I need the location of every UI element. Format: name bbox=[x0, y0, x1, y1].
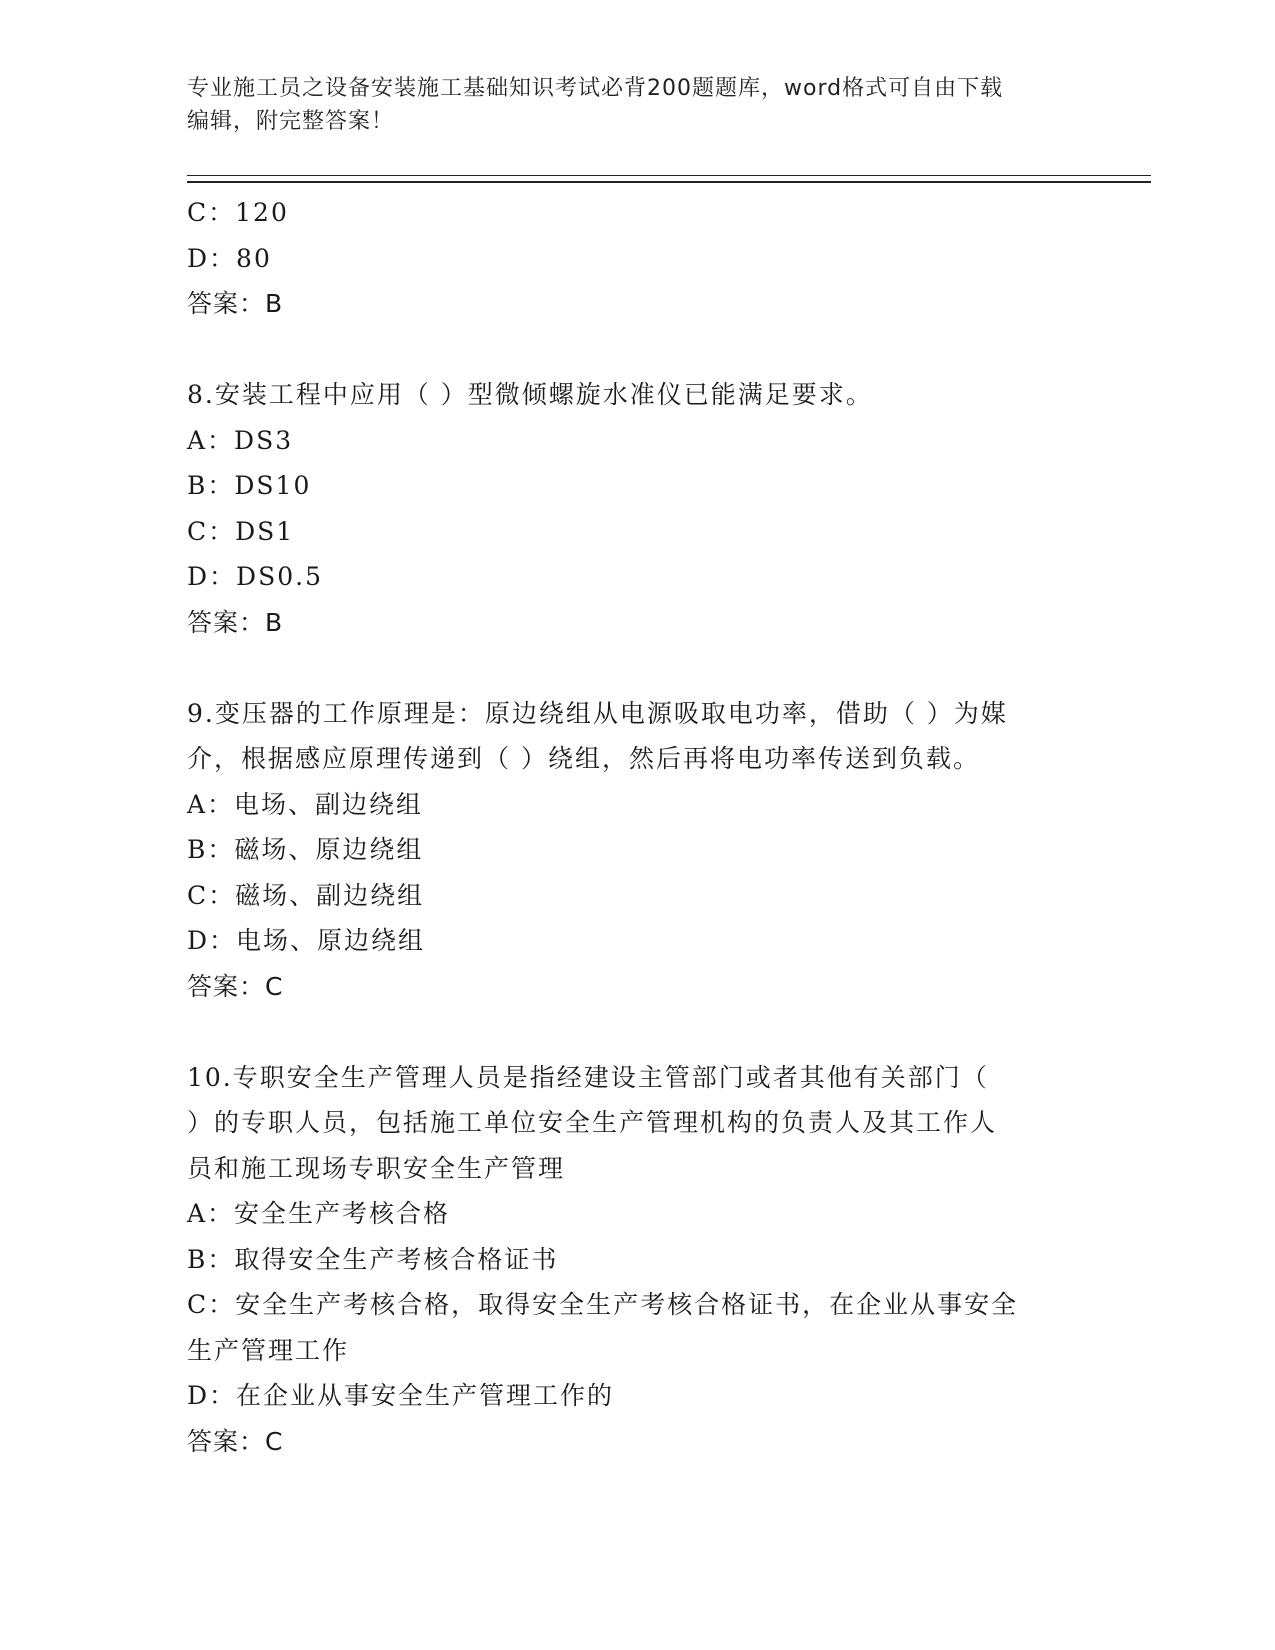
option-c: C：磁场、副边绕组 bbox=[187, 880, 425, 910]
answer: 答案：C bbox=[187, 1426, 284, 1456]
option-d: D：电场、原边绕组 bbox=[187, 926, 426, 955]
option-c: C：120 bbox=[187, 198, 289, 227]
header-title-line2: 编辑，附完整答案！ bbox=[187, 109, 395, 134]
question-8 bbox=[187, 372, 1087, 645]
answer: 答案：C bbox=[187, 971, 284, 1001]
spacer bbox=[187, 645, 1087, 691]
question-7-tail bbox=[187, 190, 1087, 327]
option-b: B：磁场、原边绕组 bbox=[187, 835, 424, 864]
question-stem: 8.安装工程中应用（ ）型微倾螺旋水准仪已能满足要求。 bbox=[187, 380, 873, 409]
spacer bbox=[187, 327, 1087, 373]
question-content bbox=[187, 190, 1087, 1464]
option-b: B：DS10 bbox=[187, 471, 312, 500]
option-a: A：电场、副边绕组 bbox=[187, 789, 424, 819]
question-stem-line1: 9.变压器的工作原理是：原边绕组从电源吸取电功率，借助（ ）为媒 bbox=[187, 698, 1008, 728]
header-divider bbox=[187, 175, 1151, 183]
answer: 答案：B bbox=[187, 289, 284, 318]
option-a: A：安全生产考核合格 bbox=[187, 1199, 451, 1228]
option-a: A：DS3 bbox=[187, 425, 294, 455]
option-c-line2: 生产管理工作 bbox=[187, 1335, 350, 1365]
question-10 bbox=[187, 1055, 1087, 1465]
option-b: B：取得安全生产考核合格证书 bbox=[187, 1244, 559, 1274]
question-stem-line1: 10.专职安全生产管理人员是指经建设主管部门或者其他有关部门（ bbox=[187, 1062, 989, 1092]
header-title-line1: 专业施工员之设备安装施工基础知识考试必背200题题库，word格式可自由下载 bbox=[187, 76, 1004, 101]
answer: 答案：B bbox=[187, 607, 284, 637]
option-c-line1: C：安全生产考核合格，取得安全生产考核合格证书，在企业从事安全 bbox=[187, 1290, 1019, 1319]
question-9 bbox=[187, 691, 1087, 1010]
page-header bbox=[187, 72, 1067, 138]
option-d: D：DS0.5 bbox=[187, 562, 323, 591]
question-stem-line2: 介，根据感应原理传递到（ ）绕组，然后再将电功率传送到负载。 bbox=[187, 744, 980, 773]
question-stem-line3: 员和施工现场专职安全生产管理 bbox=[187, 1153, 566, 1183]
spacer bbox=[187, 1009, 1087, 1055]
option-d: D：80 bbox=[187, 243, 272, 273]
question-stem-line2: ）的专职人员，包括施工单位安全生产管理机构的负责人及其工作人 bbox=[187, 1108, 998, 1137]
option-d: D：在企业从事安全生产管理工作的 bbox=[187, 1381, 615, 1410]
option-c: C：DS1 bbox=[187, 516, 295, 546]
